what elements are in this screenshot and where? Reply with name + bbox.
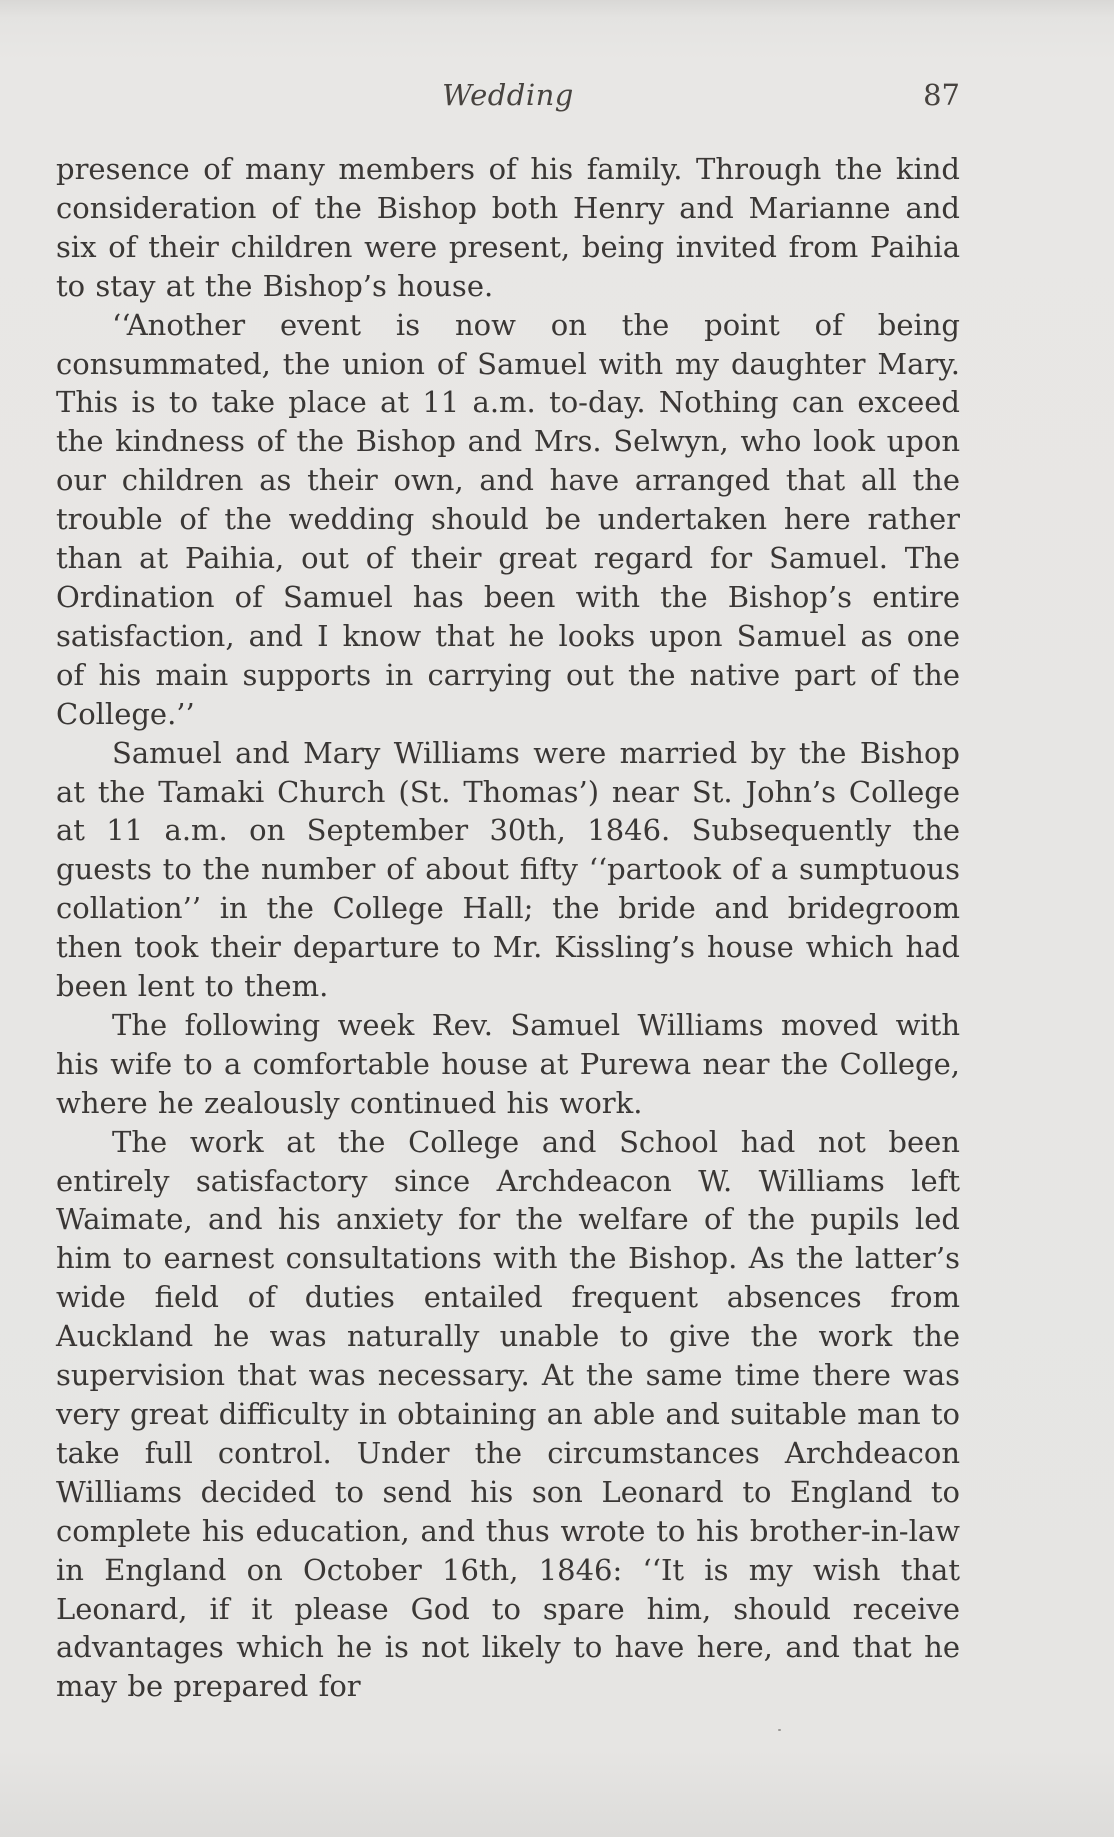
page-number: 87 <box>923 78 960 112</box>
paragraph-continued: presence of many members of his family. Through the kind consideration of the Bishop both Henry and Marianne and six of their children were present, being invited from Paihia to stay at the Bishop’s house. <box>56 152 960 303</box>
page-header <box>56 78 960 122</box>
paragraph-quote: ‘‘Another event is now on the point of being consummated, the union of Samuel with my daughter Mary. This is to take place at 11 a.m. to-day. Nothing can exceed the kindness of the Bishop and Mrs. Selwyn, who look upon our children as their own, and have arranged that all the trouble of the wedding should be undertaken here rather than at Paihia, out of their great regard for Samuel. The Ordination of Samuel has been with the Bishop’s entire satisfaction, and I know that he looks upon Samuel as one of his main supports in carrying out the native part of the College.’’ <box>56 307 960 731</box>
paragraph-marriage: Samuel and Mary Williams were married by the Bishop at the Tamaki Church (St. Thomas’) near St. John’s College at 11 a.m. on September 30th, 1846. Subsequently the guests to the number of about fifty ‘‘partook of a sumptuous collation’’ in the College Hall; the bride and bridegroom then took their departure to Mr. Kissling’s house which had been lent to them. <box>56 735 960 1004</box>
running-head: Wedding <box>442 78 574 112</box>
paragraph-college-work: The work at the College and School had not been entirely satisfactory since Archdeacon W. Williams left Waimate, and his anxiety for the welfare of the pupils led him to earnest consultations with the Bishop. As the latter’s wide field of duties entailed frequent absences from Auckland he was naturally unable to give the work the supervision that was necessary. At the same time there was very great difficulty in obtaining an able and suitable man to take full control. Under the circumstances Archdeacon Williams decided to send his son Leonard to England to complete his education, and thus wrote to his brother-in-law in England on October 16th, 1846: ‘‘It is my wish that Leonard, if it please God to spare him, should receive advantages which he is not likely to have here, and that he may be prepared for <box>56 1124 960 1704</box>
paper-speck <box>778 1729 781 1731</box>
body-text <box>56 150 960 1706</box>
paragraph-purewa: The following week Rev. Samuel Williams moved with his wife to a comfortable house at Purewa near the College, where he zealously continued his work. <box>56 1007 960 1120</box>
